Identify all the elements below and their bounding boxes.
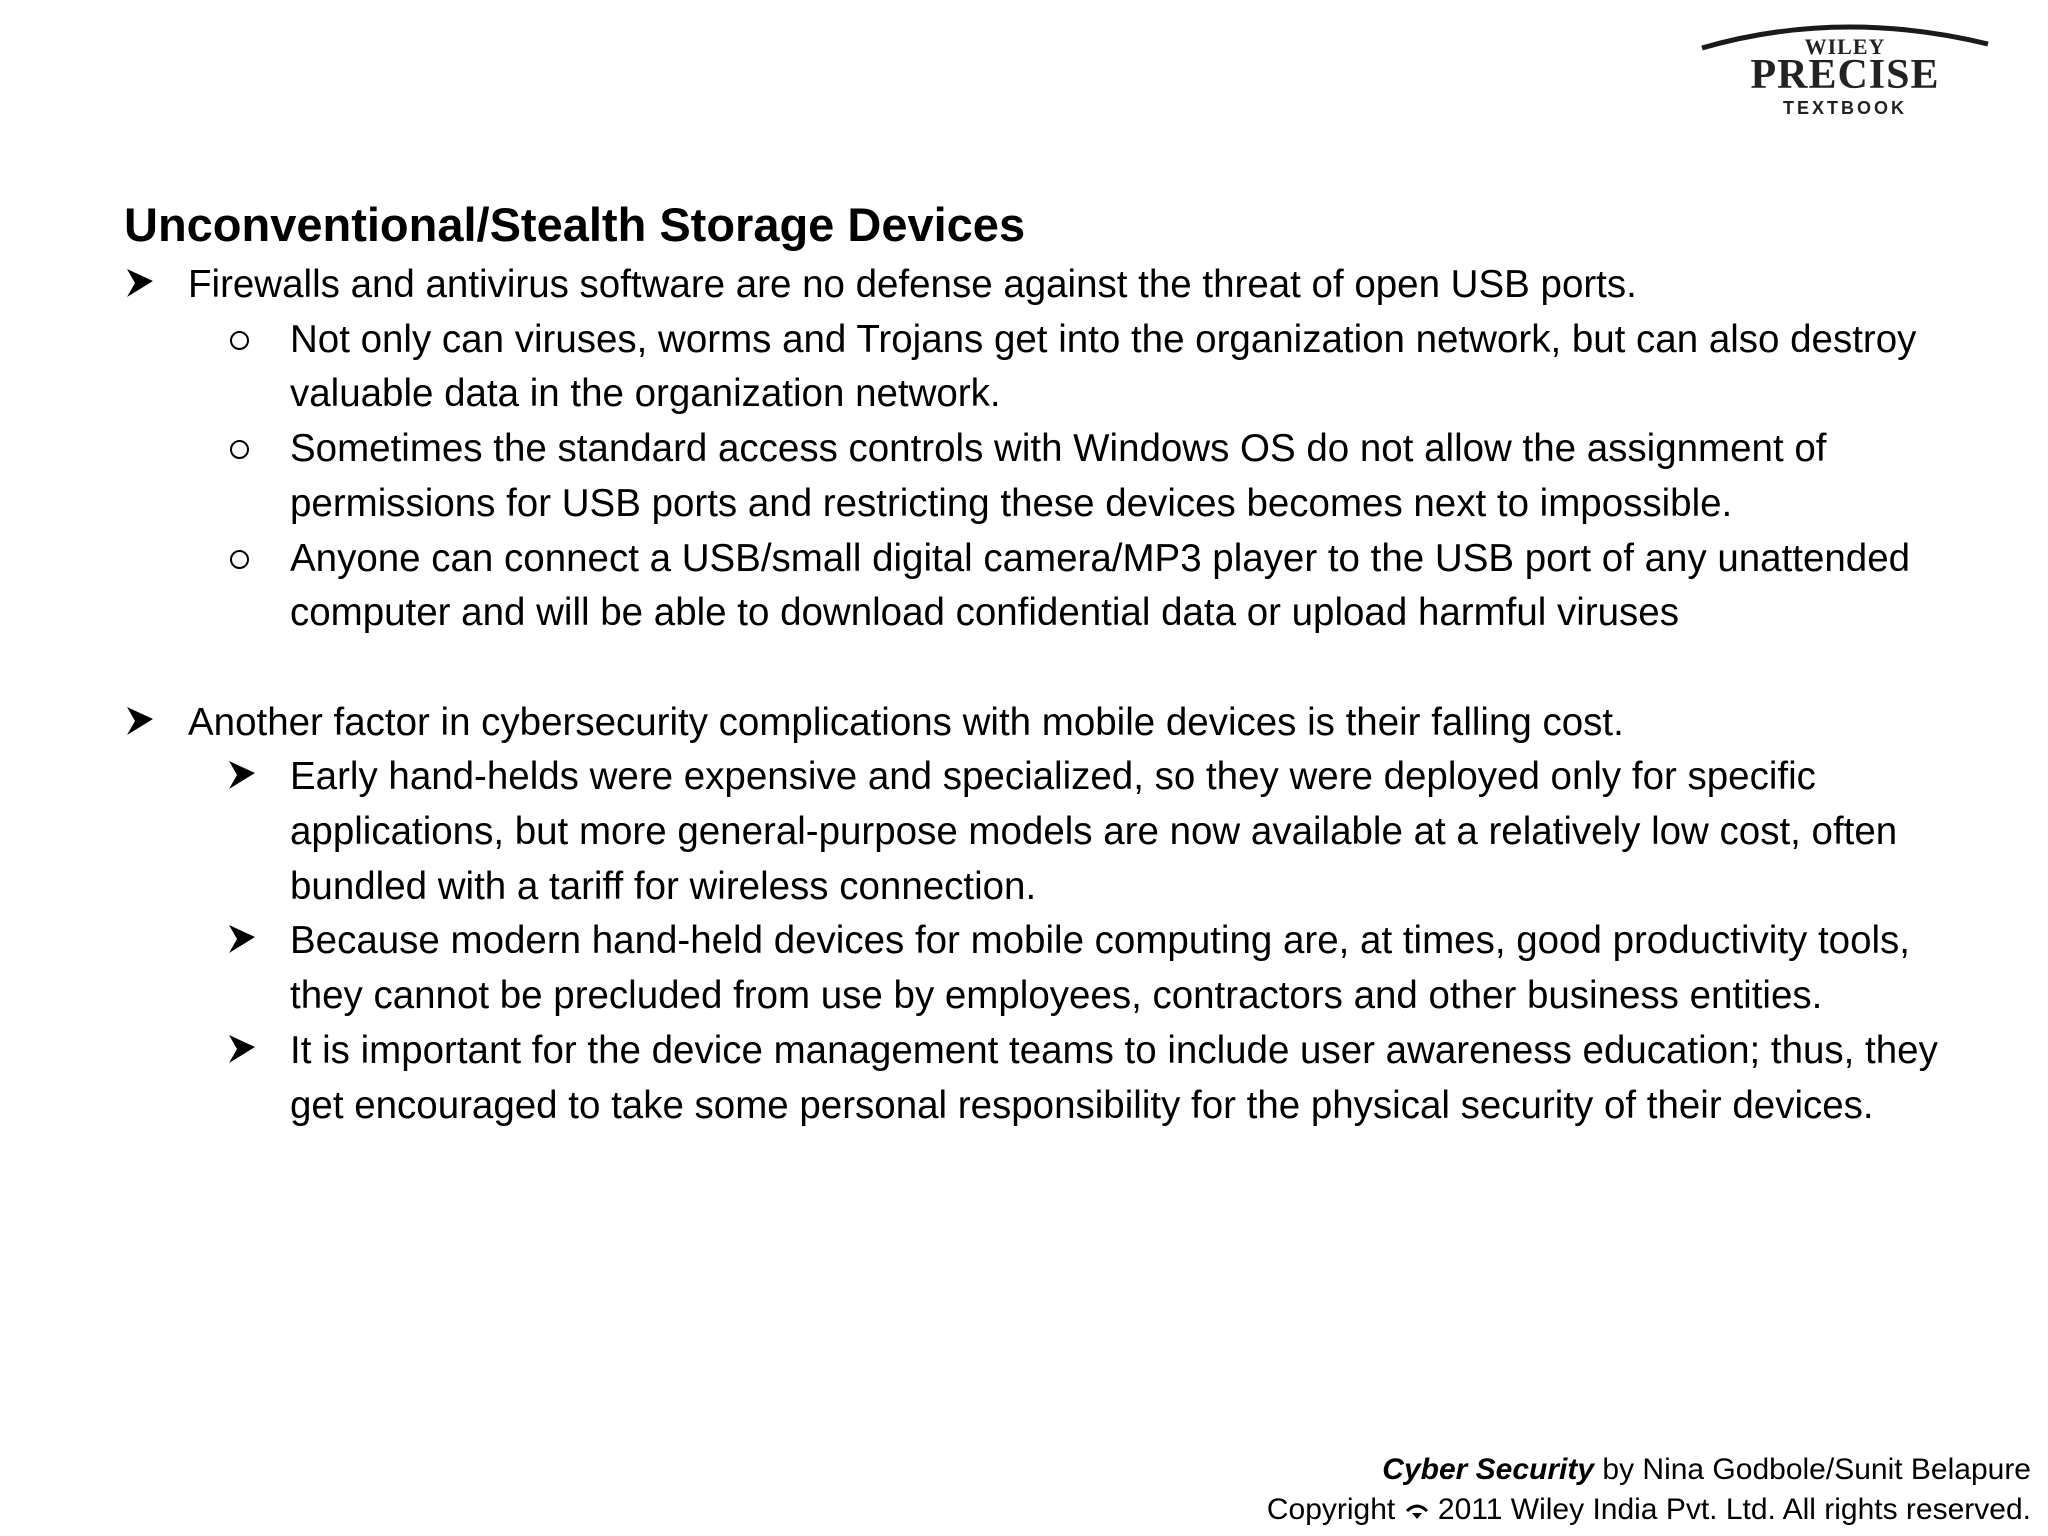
slide-content <box>0 258 2048 1133</box>
copyright-suffix: 2011 Wiley India Pvt. Ltd. All rights reserved. <box>1429 1493 2031 1526</box>
arrowhead-bullet-icon <box>228 1034 256 1064</box>
arrowhead-bullet-icon <box>228 924 256 954</box>
footer-authors: by Nina Godbole/Sunit Belapure <box>1594 1453 2031 1486</box>
copyright-icon <box>1404 1499 1430 1521</box>
bullet-level2 <box>0 1024 1980 1133</box>
slide-title: Unconventional/Stealth Storage Devices <box>124 198 1026 251</box>
footer-book-title: Cyber Security <box>1382 1453 1595 1486</box>
footer-copyright <box>1267 1490 2031 1530</box>
bullet-text: Another factor in cybersecurity complications with mobile devices is their falling cost. <box>188 700 1624 744</box>
arrowhead-bullet-icon <box>228 760 256 790</box>
bullet-text: Early hand-helds were expensive and specialized, so they were deployed only for specific applications, but more general-purpose models are now available at a relatively low cost, often bundled with a tariff for wireless connection. <box>290 755 1898 908</box>
bullet-text: Firewalls and antivirus software are no defense against the threat of open USB ports. <box>188 263 1637 306</box>
bullet-level2 <box>0 532 1980 641</box>
hollow-circle-bullet-icon <box>230 331 249 350</box>
hollow-circle-bullet-icon <box>230 440 249 459</box>
bullet-text: Not only can viruses, worms and Trojans get into the organization network, but can also destroy valuable data in the organization network. <box>290 317 1917 416</box>
spacer <box>0 641 2048 696</box>
logo-wiley-text: WILEY <box>1804 34 1886 59</box>
bullet-text: Sometimes the standard access controls with Windows OS do not allow the assignment of permissions for USB ports and restricting these devices becomes next to impossible. <box>290 427 1827 525</box>
hollow-circle-bullet-icon <box>230 550 249 569</box>
bullet-text: Anyone can connect a USB/small digital camera/MP3 player to the USB port of any unattended computer and will be able to download confidential data or upload harmful viruses <box>290 536 1911 635</box>
bullet-text: Because modern hand-held devices for mobile computing are, at times, good productivity tools, they cannot be precluded from use by employees, contractors and other business entities. <box>290 919 1911 1018</box>
arrowhead-bullet-icon <box>126 268 154 298</box>
bullet-level1 <box>0 258 1800 313</box>
bullet-level2 <box>0 422 1980 531</box>
copyright-prefix: Copyright <box>1266 1493 1404 1526</box>
logo-precise-text: PRECISE <box>1750 52 1940 98</box>
wiley-precise-logo <box>1700 14 1990 124</box>
footer-book-credit <box>1382 1450 2031 1490</box>
bullet-level2 <box>0 750 1980 914</box>
logo-textbook-text: TEXTBOOK <box>1782 98 1907 118</box>
arrowhead-bullet-icon <box>126 706 154 736</box>
bullet-text: It is important for the device management teams to include user awareness education; thus, they get encouraged to take some personal responsibility for the physical security of their devices. <box>290 1028 1938 1127</box>
bullet-level1 <box>0 696 1800 751</box>
bullet-level2 <box>0 313 1980 422</box>
bullet-level2 <box>0 914 1980 1023</box>
